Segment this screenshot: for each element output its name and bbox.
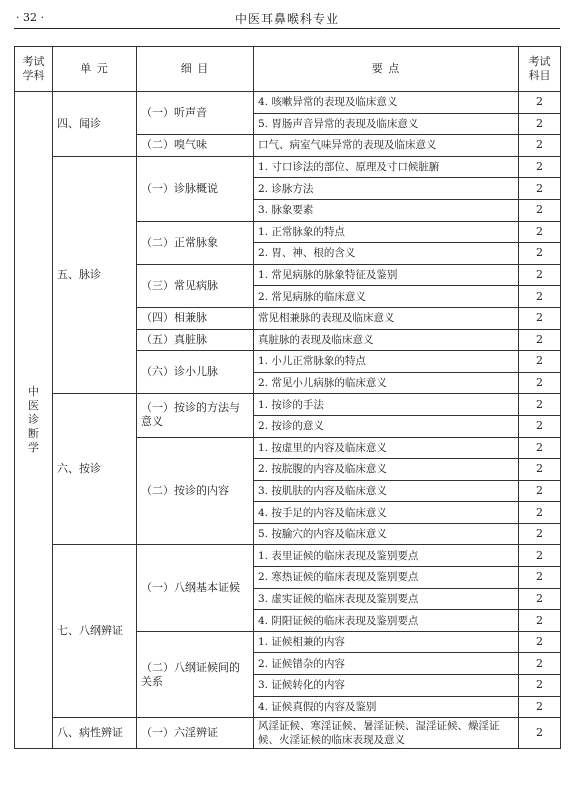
level-cell: 2 (519, 286, 561, 308)
header-unit: 单 元 (53, 47, 137, 92)
point-cell: 2. 常见小儿病脉的临床意义 (254, 372, 519, 394)
level-cell: 2 (519, 567, 561, 589)
level-cell: 2 (519, 264, 561, 286)
header-point: 要 点 (254, 47, 519, 92)
table-row (15, 92, 561, 114)
table-row (15, 718, 561, 749)
point-cell: 3. 脉象要素 (254, 199, 519, 221)
level-cell: 2 (519, 92, 561, 114)
level-cell: 2 (519, 696, 561, 718)
item-cell: （一）诊脉概说 (137, 156, 254, 221)
point-cell: 4. 按手足的内容及临床意义 (254, 502, 519, 524)
header-subject: 考试 学科 (15, 47, 53, 92)
unit-cell: 八、病性辨证 (53, 718, 137, 749)
point-cell: 2. 按诊的意义 (254, 415, 519, 437)
page-header (14, 8, 560, 29)
level-cell: 2 (519, 221, 561, 243)
item-cell: （二）正常脉象 (137, 221, 254, 264)
item-cell: （一）按诊的方法与意义 (137, 394, 254, 437)
point-cell: 4. 证候真假的内容及鉴别 (254, 696, 519, 718)
item-cell: （一）八纲基本证候 (137, 545, 254, 631)
point-cell: 1. 证候相兼的内容 (254, 631, 519, 653)
point-cell: 5. 按腧穴的内容及临床意义 (254, 523, 519, 545)
item-cell: （二）嗅气味 (137, 135, 254, 157)
point-cell: 1. 按诊的手法 (254, 394, 519, 416)
point-cell: 4. 阴阳证候的临床表现及鉴别要点 (254, 610, 519, 632)
point-cell: 风淫证候、寒淫证候、暑淫证候、湿淫证候、燥淫证候、火淫证候的临床表现及意义 (254, 718, 519, 749)
point-cell: 1. 正常脉象的特点 (254, 221, 519, 243)
item-cell: （三）常见病脉 (137, 264, 254, 307)
level-cell: 2 (519, 675, 561, 697)
point-cell: 1. 表里证候的临床表现及鉴别要点 (254, 545, 519, 567)
item-cell: （六）诊小儿脉 (137, 351, 254, 394)
level-cell: 2 (519, 523, 561, 545)
point-cell: 4. 咳嗽异常的表现及临床意义 (254, 92, 519, 114)
item-cell: （一）六淫辨证 (137, 718, 254, 749)
table-body (15, 92, 561, 749)
point-cell: 5. 胃肠声音异常的表现及临床意义 (254, 113, 519, 135)
point-cell: 2. 诊脉方法 (254, 178, 519, 200)
item-cell: （五）真脏脉 (137, 329, 254, 351)
level-cell: 2 (519, 718, 561, 749)
unit-cell: 五、脉诊 (53, 156, 137, 394)
table-row (15, 156, 561, 178)
table-header-row (15, 47, 561, 92)
point-cell: 2. 常见病脉的临床意义 (254, 286, 519, 308)
level-cell: 2 (519, 502, 561, 524)
level-cell: 2 (519, 415, 561, 437)
level-cell: 2 (519, 631, 561, 653)
item-cell: （二）按诊的内容 (137, 437, 254, 545)
point-cell: 1. 常见病脉的脉象特征及鉴别 (254, 264, 519, 286)
point-cell: 2. 寒热证候的临床表现及鉴别要点 (254, 567, 519, 589)
level-cell: 2 (519, 351, 561, 373)
syllabus-table (14, 46, 561, 749)
header-item: 细 目 (137, 47, 254, 92)
point-cell: 2. 胃、神、根的含义 (254, 243, 519, 265)
level-cell: 2 (519, 480, 561, 502)
point-cell: 真脏脉的表现及临床意义 (254, 329, 519, 351)
level-cell: 2 (519, 199, 561, 221)
unit-cell: 四、闻诊 (53, 92, 137, 157)
level-cell: 2 (519, 394, 561, 416)
point-cell: 常见相兼脉的表现及临床意义 (254, 307, 519, 329)
level-cell: 2 (519, 329, 561, 351)
level-cell: 2 (519, 178, 561, 200)
point-cell: 1. 小儿正常脉象的特点 (254, 351, 519, 373)
point-cell: 2. 证候错杂的内容 (254, 653, 519, 675)
item-cell: （四）相兼脉 (137, 307, 254, 329)
level-cell: 2 (519, 307, 561, 329)
point-cell: 3. 证候转化的内容 (254, 675, 519, 697)
level-cell: 2 (519, 459, 561, 481)
item-cell: （二）八纲证候间的关系 (137, 631, 254, 717)
level-cell: 2 (519, 113, 561, 135)
level-cell: 2 (519, 437, 561, 459)
table-row (15, 394, 561, 416)
level-cell: 2 (519, 135, 561, 157)
level-cell: 2 (519, 610, 561, 632)
item-cell: （一）听声音 (137, 92, 254, 135)
level-cell: 2 (519, 653, 561, 675)
point-cell: 口气、病室气味异常的表现及临床意义 (254, 135, 519, 157)
page-number: · 32 · (16, 11, 44, 24)
point-cell: 3. 按肌肤的内容及临床意义 (254, 480, 519, 502)
level-cell: 2 (519, 156, 561, 178)
level-cell: 2 (519, 243, 561, 265)
header-level: 考试 科目 (519, 47, 561, 92)
point-cell: 3. 虚实证候的临床表现及鉴别要点 (254, 588, 519, 610)
point-cell: 1. 寸口诊法的部位、原理及寸口候脏腑 (254, 156, 519, 178)
level-cell: 2 (519, 588, 561, 610)
page-title: 中医耳鼻喉科专业 (234, 12, 339, 26)
point-cell: 1. 按虚里的内容及临床意义 (254, 437, 519, 459)
subject-cell: 中医诊断学 (15, 92, 53, 749)
table-row (15, 545, 561, 567)
level-cell: 2 (519, 545, 561, 567)
unit-cell: 六、按诊 (53, 394, 137, 545)
unit-cell: 七、八纲辨证 (53, 545, 137, 718)
level-cell: 2 (519, 372, 561, 394)
point-cell: 2. 按脘腹的内容及临床意义 (254, 459, 519, 481)
